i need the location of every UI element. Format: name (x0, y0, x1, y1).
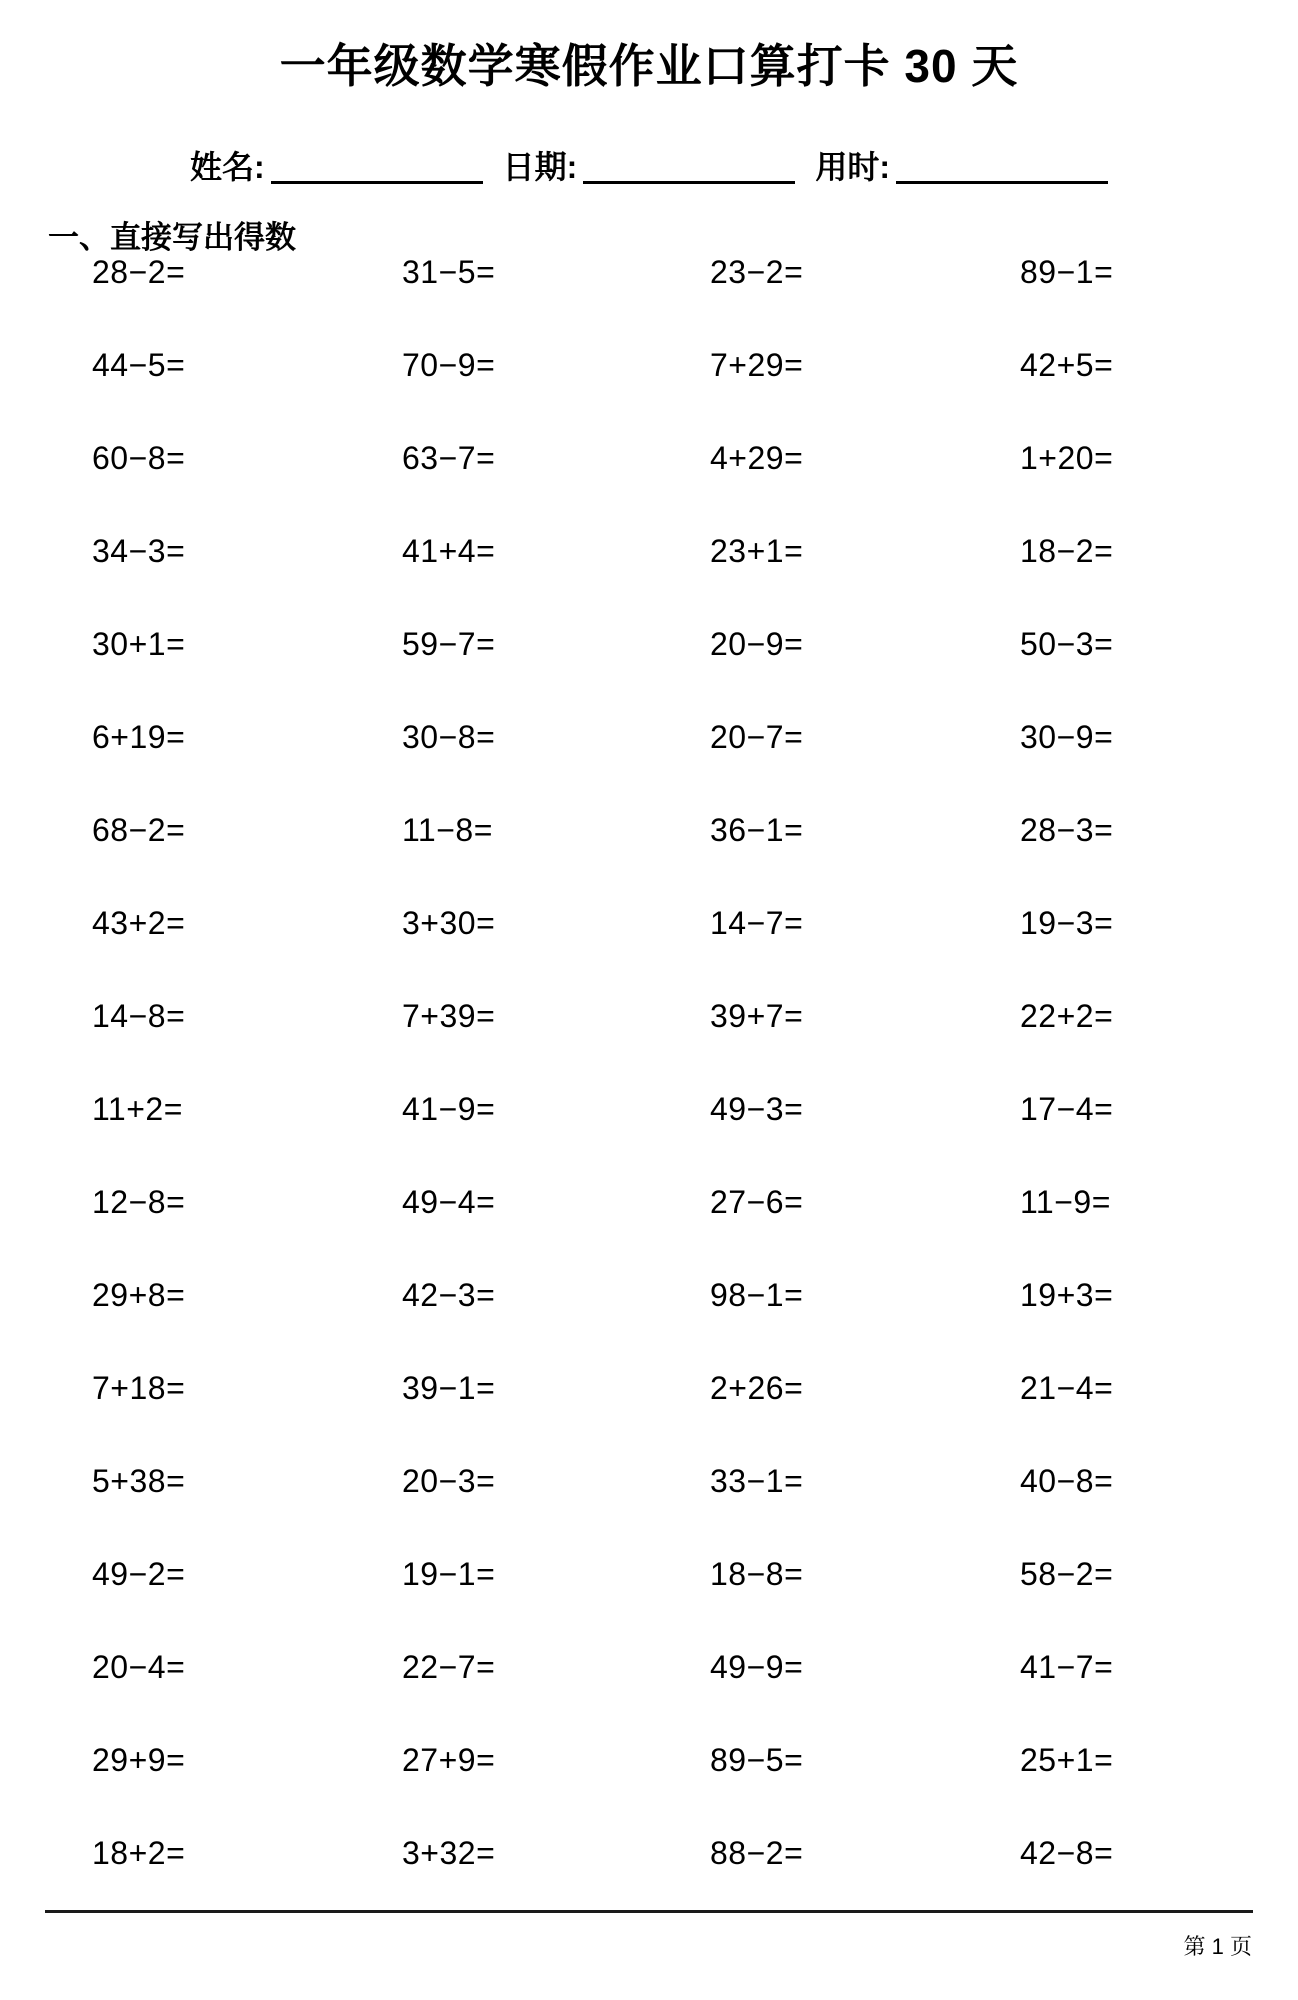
problem-cell: 33−1= (710, 1463, 804, 1499)
problem-cell: 49−2= (92, 1556, 186, 1592)
problem-cell: 11+2= (92, 1091, 183, 1127)
problem-cell: 19+3= (1020, 1277, 1114, 1313)
time-blank-line (896, 151, 1108, 184)
problem-cell: 28−3= (1020, 812, 1114, 848)
problem-cell: 28−2= (92, 254, 186, 290)
problem-row (0, 1180, 1298, 1273)
problem-row (0, 1273, 1298, 1366)
problem-cell: 2+26= (710, 1370, 804, 1406)
problem-cell: 70−9= (402, 347, 496, 383)
problem-cell: 58−2= (1020, 1556, 1114, 1592)
problem-cell: 19−3= (1020, 905, 1114, 941)
problem-cell: 3+30= (402, 905, 496, 941)
problem-row (0, 715, 1298, 808)
problem-cell: 42−3= (402, 1277, 496, 1313)
name-field-label: 姓名: (190, 149, 265, 185)
name-blank-line (271, 151, 483, 184)
problem-cell: 12−8= (92, 1184, 186, 1220)
date-field-label: 日期: (502, 149, 578, 185)
problem-cell: 30−8= (402, 719, 496, 755)
problem-cell: 27+9= (402, 1742, 496, 1778)
problem-cell: 41+4= (402, 533, 496, 569)
problem-cell: 39+7= (710, 998, 804, 1034)
problem-row (0, 529, 1298, 622)
problem-row (0, 1738, 1298, 1831)
problem-cell: 49−4= (402, 1184, 496, 1220)
problems-grid (0, 250, 1298, 1924)
problem-cell: 22−7= (402, 1649, 496, 1685)
problem-cell: 49−9= (710, 1649, 804, 1685)
problem-cell: 23+1= (710, 533, 804, 569)
problem-cell: 40−8= (1020, 1463, 1114, 1499)
problem-cell: 21−4= (1020, 1370, 1114, 1406)
problem-cell: 11−8= (402, 812, 493, 848)
problem-cell: 36−1= (710, 812, 804, 848)
problem-row (0, 808, 1298, 901)
problem-cell: 7+29= (710, 347, 804, 383)
problem-cell: 49−3= (710, 1091, 804, 1127)
problem-cell: 42−8= (1020, 1835, 1114, 1871)
problem-cell: 29+9= (92, 1742, 186, 1778)
problem-cell: 20−9= (710, 626, 804, 662)
problem-cell: 6+19= (92, 719, 186, 755)
problem-cell: 98−1= (710, 1277, 804, 1313)
problem-cell: 88−2= (710, 1835, 804, 1871)
problem-cell: 41−7= (1020, 1649, 1114, 1685)
problem-cell: 1+20= (1020, 440, 1114, 476)
date-blank-line (583, 151, 795, 184)
problem-cell: 44−5= (92, 347, 186, 383)
problem-row (0, 994, 1298, 1087)
problem-cell: 27−6= (710, 1184, 804, 1220)
problem-cell: 30−9= (1020, 719, 1114, 755)
problem-cell: 18−2= (1020, 533, 1114, 569)
problem-cell: 19−1= (402, 1556, 496, 1592)
problem-cell: 59−7= (402, 626, 496, 662)
problem-cell: 89−1= (1020, 254, 1114, 290)
problem-cell: 4+29= (710, 440, 804, 476)
problem-cell: 42+5= (1020, 347, 1114, 383)
problem-cell: 7+18= (92, 1370, 186, 1406)
problem-row (0, 1552, 1298, 1645)
problem-cell: 41−9= (402, 1091, 496, 1127)
problem-cell: 18−8= (710, 1556, 804, 1592)
header-fields (190, 142, 1108, 188)
problem-cell: 89−5= (710, 1742, 804, 1778)
problem-row (0, 901, 1298, 994)
problem-cell: 25+1= (1020, 1742, 1114, 1778)
problem-cell: 20−4= (92, 1649, 186, 1685)
problem-cell: 17−4= (1020, 1091, 1114, 1127)
problem-row (0, 622, 1298, 715)
problem-cell: 29+8= (92, 1277, 186, 1313)
problem-row (0, 1645, 1298, 1738)
problem-cell: 11−9= (1020, 1184, 1111, 1220)
problem-cell: 50−3= (1020, 626, 1114, 662)
problem-row (0, 1366, 1298, 1459)
problem-cell: 5+38= (92, 1463, 186, 1499)
problem-row (0, 1087, 1298, 1180)
problem-row (0, 436, 1298, 529)
problem-row (0, 250, 1298, 343)
problem-cell: 60−8= (92, 440, 186, 476)
problem-cell: 30+1= (92, 626, 186, 662)
problem-cell: 18+2= (92, 1835, 186, 1871)
problem-row (0, 343, 1298, 436)
problem-cell: 20−7= (710, 719, 804, 755)
problem-cell: 14−8= (92, 998, 186, 1034)
problem-cell: 23−2= (710, 254, 804, 290)
page-title: 一年级数学寒假作业口算打卡 30 天 (279, 40, 1019, 92)
problem-cell: 31−5= (402, 254, 496, 290)
problem-cell: 34−3= (92, 533, 186, 569)
page-number: 第 1 页 (1183, 1934, 1252, 1959)
problem-cell: 14−7= (710, 905, 804, 941)
problem-cell: 7+39= (402, 998, 496, 1034)
problem-cell: 68−2= (92, 812, 186, 848)
problem-cell: 22+2= (1020, 998, 1114, 1034)
problem-cell: 39−1= (402, 1370, 496, 1406)
footer-divider (45, 1910, 1253, 1913)
problem-cell: 63−7= (402, 440, 496, 476)
time-field-label: 用时: (815, 149, 891, 185)
problem-cell: 3+32= (402, 1835, 496, 1871)
problem-row (0, 1459, 1298, 1552)
problem-cell: 43+2= (92, 905, 186, 941)
problem-cell: 20−3= (402, 1463, 496, 1499)
section-title: 一、直接写出得数 (48, 220, 296, 255)
